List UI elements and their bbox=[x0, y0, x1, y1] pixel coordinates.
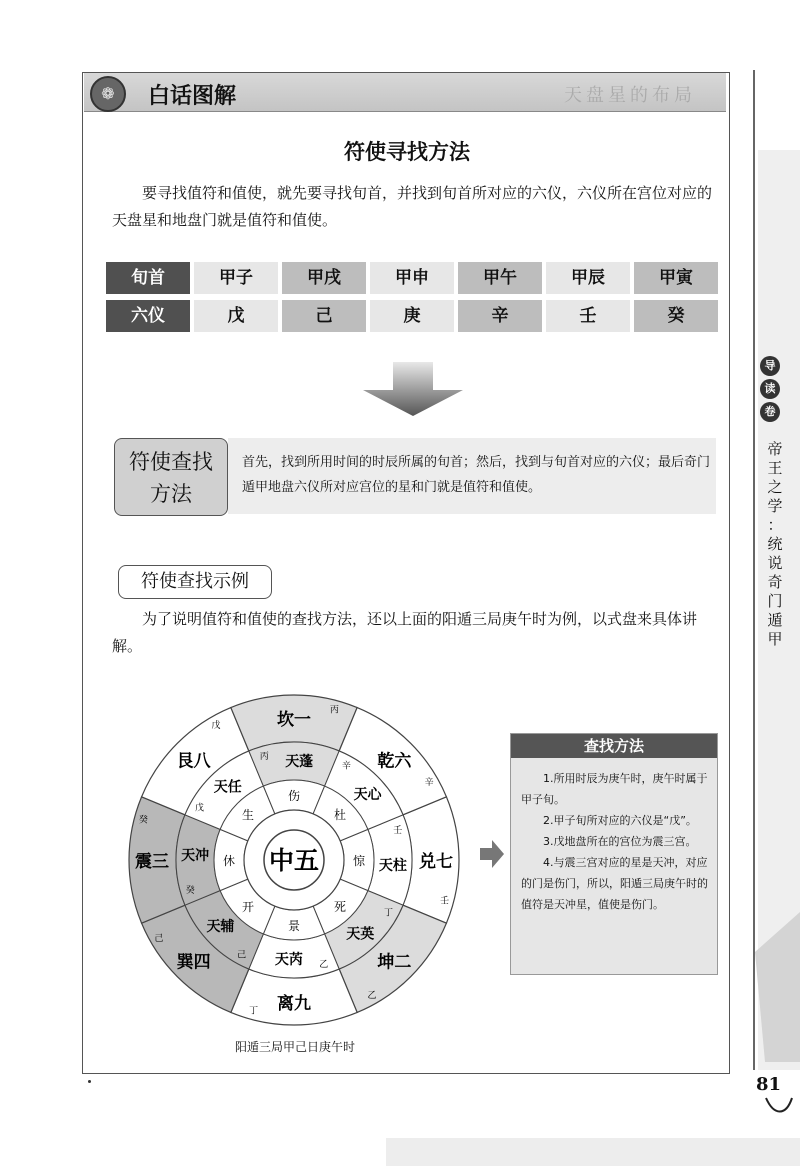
header-bar bbox=[84, 73, 726, 112]
chapter-badge: 导 bbox=[760, 356, 780, 376]
steps-panel bbox=[510, 733, 718, 975]
table-cell: 甲辰 bbox=[546, 262, 630, 294]
palace-label: 乾六 bbox=[377, 751, 412, 772]
main-title: 符使寻找方法 bbox=[344, 140, 470, 164]
inner-stem-label: 辛 bbox=[341, 761, 351, 772]
side-title-char: 奇 bbox=[767, 573, 783, 591]
star-label: 天柱 bbox=[378, 858, 407, 875]
chapter-badges bbox=[760, 356, 782, 425]
outer-stem-label: 壬 bbox=[440, 896, 450, 907]
table-cell: 甲午 bbox=[458, 262, 542, 294]
method-label-line1: 符使查找 bbox=[129, 450, 213, 474]
inner-stem-label: 丁 bbox=[383, 908, 393, 919]
palace-label: 震三 bbox=[135, 852, 169, 872]
inner-stem-label: 戊 bbox=[195, 803, 205, 814]
page-number: 81 bbox=[756, 1074, 782, 1095]
gate-label: 惊 bbox=[352, 854, 366, 868]
step-item: 4.与震三宫对应的星是天冲，对应的门是伤门，所以，阳遁三局庚午时的值符是天冲星，值使是伤门。 bbox=[521, 856, 708, 911]
gate-label: 景 bbox=[287, 919, 301, 933]
step-item: 1.所用时辰为庚午时，庚午时属于甲子旬。 bbox=[521, 772, 708, 806]
chapter-badge: 读 bbox=[760, 379, 780, 399]
star-label: 天心 bbox=[353, 786, 382, 803]
table-cell: 辛 bbox=[458, 300, 542, 332]
star-label: 天辅 bbox=[206, 919, 235, 936]
right-arrow-icon bbox=[480, 838, 504, 870]
inner-stem-label: 壬 bbox=[393, 826, 403, 837]
gate-label: 开 bbox=[242, 899, 255, 914]
outer-stem-label: 癸 bbox=[138, 815, 148, 826]
gate-label: 生 bbox=[242, 808, 255, 823]
outer-stem-label: 丁 bbox=[249, 1006, 259, 1017]
example-paragraph: 为了说明值符和值使的查找方法，还以上面的阳遁三局庚午时为例，以式盘来具体讲解。 bbox=[112, 610, 698, 655]
gate-label: 杜 bbox=[333, 808, 346, 823]
palace-label: 离九 bbox=[277, 994, 311, 1014]
star-label: 天冲 bbox=[181, 847, 210, 864]
table-row-label: 旬首 bbox=[106, 262, 190, 294]
chapter-badge: 卷 bbox=[760, 402, 780, 422]
bottom-strip bbox=[386, 1138, 800, 1166]
side-title-char: 说 bbox=[767, 554, 783, 572]
wheel-center: 中五 bbox=[268, 846, 320, 875]
side-chapter-title bbox=[764, 440, 786, 649]
side-title-char: 统 bbox=[767, 535, 783, 553]
outer-stem-label: 辛 bbox=[424, 778, 434, 788]
star-label: 天蓬 bbox=[285, 754, 314, 771]
outer-stem-label: 戊 bbox=[211, 720, 221, 731]
palace-label: 坎一 bbox=[277, 710, 311, 730]
decorative-watermark-icon bbox=[755, 912, 800, 1062]
table-cell: 庚 bbox=[370, 300, 454, 332]
table-row-label: 六仪 bbox=[106, 300, 190, 332]
table-cell: 甲子 bbox=[194, 262, 278, 294]
side-title-char: 王 bbox=[767, 459, 783, 477]
step-item: 3.戊地盘所在的宫位为震三宫。 bbox=[543, 835, 697, 848]
side-title-char: 帝 bbox=[767, 440, 783, 458]
step-item: 2.甲子旬所对应的六仪是“戊”。 bbox=[543, 814, 697, 827]
header-watermark: 天盘星的布局 bbox=[564, 85, 696, 106]
gate-label: 休 bbox=[222, 854, 236, 868]
inner-stem-label: 乙 bbox=[319, 959, 329, 970]
outer-stem-label: 乙 bbox=[367, 991, 377, 1002]
inner-stem-label: 丙 bbox=[259, 752, 269, 763]
outer-stem-label: 丙 bbox=[329, 705, 339, 716]
side-title-char: 甲 bbox=[767, 630, 783, 648]
gate-label: 死 bbox=[333, 899, 346, 914]
table-cell: 壬 bbox=[546, 300, 630, 332]
outer-stem-label: 己 bbox=[154, 934, 164, 944]
method-label-box bbox=[114, 438, 228, 516]
table-cell: 甲戌 bbox=[282, 262, 366, 294]
wheel-caption: 阳遁三局甲己日庚午时 bbox=[234, 1040, 355, 1054]
xunshou-liuyi-table bbox=[106, 262, 718, 332]
side-title-char: 门 bbox=[767, 592, 783, 610]
side-title-char: 遁 bbox=[767, 611, 783, 629]
method-label-line2: 方法 bbox=[150, 482, 192, 506]
intro-paragraph: 要寻找值符和值使，就先要寻找旬首，并找到旬首所对应的六仪，六仪所在宫位对应的天盘星和地盘门就是值符和值使。 bbox=[112, 184, 713, 229]
steps-body bbox=[511, 758, 717, 915]
table-cell: 甲寅 bbox=[634, 262, 718, 294]
palace-label: 坤二 bbox=[377, 952, 412, 973]
table-cell: 戊 bbox=[194, 300, 278, 332]
table-cell: 癸 bbox=[634, 300, 718, 332]
palace-label: 兑七 bbox=[419, 852, 453, 872]
qimen-chart-wheel bbox=[126, 692, 462, 1028]
star-label: 天英 bbox=[346, 926, 375, 943]
star-label: 天任 bbox=[213, 779, 242, 796]
palace-label: 艮八 bbox=[176, 751, 211, 772]
page-dot bbox=[88, 1080, 91, 1083]
example-title: 符使查找示例 bbox=[118, 565, 272, 599]
side-title-char: ： bbox=[767, 516, 783, 534]
inner-stem-label: 癸 bbox=[185, 885, 195, 896]
star-label: 天芮 bbox=[274, 951, 303, 968]
inner-stem-label: 己 bbox=[237, 950, 247, 961]
flower-logo-icon: ❁ bbox=[90, 76, 126, 112]
gate-label: 伤 bbox=[287, 789, 301, 803]
side-title-char: 学 bbox=[767, 497, 783, 515]
side-title-char: 之 bbox=[767, 478, 783, 496]
header-title: 白话图解 bbox=[148, 84, 237, 109]
table-cell: 己 bbox=[282, 300, 366, 332]
steps-title: 查找方法 bbox=[511, 734, 717, 758]
palace-label: 巽四 bbox=[176, 952, 211, 973]
table-cell: 甲申 bbox=[370, 262, 454, 294]
page-curl-icon bbox=[764, 1094, 794, 1118]
method-text: 首先，找到所用时间的时辰所属的旬首；然后，找到与旬首对应的六仪；最后奇门遁甲地盘六仪所对应宫位的星和门就是值符和值使。 bbox=[242, 455, 711, 495]
down-arrow-icon bbox=[363, 362, 463, 416]
